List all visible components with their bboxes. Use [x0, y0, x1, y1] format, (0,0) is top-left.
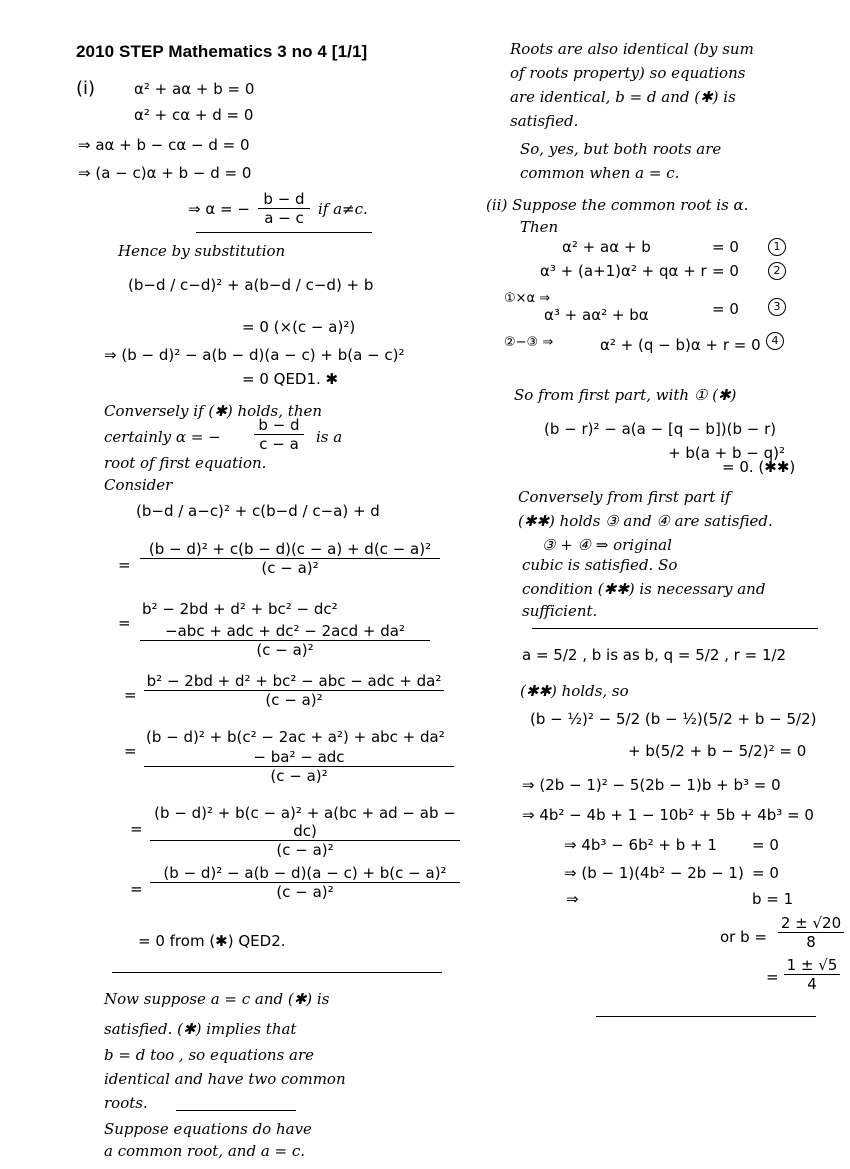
divider — [596, 1016, 816, 1017]
eq2: α² + cα + d = 0 — [134, 106, 254, 124]
step-1-times-alpha: ①×α ⇒ — [504, 291, 551, 306]
values-line: a = 5/2 , b is as b, q = 5/2 , r = 1/2 — [522, 646, 787, 664]
label-4: 4 — [766, 330, 784, 350]
right-line-4: satisfied. — [510, 112, 579, 130]
hence-line: Hence by substitution — [118, 242, 286, 260]
right-line-2: of roots property) so equations — [510, 64, 746, 82]
cubic-eq-1: α² + aα + b — [562, 238, 651, 256]
eq-sign-2: = — [118, 614, 131, 632]
cubic-eq-1-rhs: = 0 — [712, 238, 739, 256]
part-ii-line-2: Then — [520, 218, 559, 236]
step1: ⇒ aα + b − cα − d = 0 — [78, 136, 250, 154]
eq-sign-6: = — [130, 880, 143, 898]
eq1: α² + aα + b = 0 — [134, 80, 255, 98]
alpha-lhs: ⇒ α = − — [188, 200, 250, 218]
now-line-3: b = d too , so equations are — [104, 1046, 315, 1064]
substitution-expr: (b−d / c−d)² + a(b−d / c−d) + b — [128, 276, 374, 294]
conversely-r-line-6: sufficient. — [522, 602, 598, 620]
f4-num-2: − ba² − adc — [144, 748, 454, 767]
root1-den: 8 — [806, 933, 816, 951]
f6-num: (b − d)² − a(b − d)(a − c) + b(c − a)² — [150, 864, 460, 883]
conversely-line-3: root of first equation. — [104, 454, 267, 472]
factor-rhs: = 0 — [752, 864, 779, 882]
f4-num-1: (b − d)² + b(c² − 2ac + a²) + abc + da² — [146, 728, 445, 746]
cubic-eq-3: α³ + aα² + bα — [544, 306, 649, 324]
first-part-line-1: So from first part, with ① (✱) — [514, 386, 737, 404]
label-2: 2 — [768, 260, 786, 280]
fraction-6 — [150, 864, 460, 901]
divider — [112, 972, 442, 973]
root2-den: 4 — [807, 975, 817, 993]
eq-sign-3: = — [124, 686, 137, 704]
root1-num: 2 ± √20 — [778, 914, 844, 933]
alpha-den: a − c — [264, 209, 304, 227]
f2-den: (c − a)² — [256, 641, 314, 659]
root-fraction-1 — [778, 914, 844, 951]
eq-sign-5: = — [130, 820, 143, 838]
substitution-result: ⇒ (b − d)² − a(b − d)(a − c) + b(a − c)² — [104, 346, 405, 364]
fraction-1 — [140, 540, 440, 577]
holds-line: (✱✱) holds, so — [520, 682, 629, 700]
factor-line: ⇒ (b − 1)(4b² − 2b − 1) — [564, 864, 744, 882]
first-part-line-2: (b − r)² − a(a − [q − b])(b − r) — [544, 420, 777, 438]
f6-den: (c − a)² — [276, 883, 334, 901]
now-line-1: Now suppose a = c and (✱) is — [104, 990, 330, 1008]
expand-line-1: ⇒ (2b − 1)² − 5(2b − 1)b + b³ = 0 — [522, 776, 781, 794]
cubic-eq-3-rhs: = 0 — [712, 300, 739, 318]
cubic-eq-2-rhs: = 0 — [712, 262, 739, 280]
now-line-4: identical and have two common — [104, 1070, 346, 1088]
conversely-line-1: Conversely if (✱) holds, then — [104, 402, 323, 420]
conversely-line-2b: is a — [316, 428, 343, 446]
conversely-r-line-2: (✱✱) holds ③ and ④ are satisfied. — [518, 512, 773, 530]
sub-line-2: + b(5/2 + b − 5/2)² = 0 — [628, 742, 807, 760]
f1-den: (c − a)² — [261, 559, 319, 577]
label-3: 3 — [768, 296, 786, 316]
right-line-3: are identical, b = d and (✱) is — [510, 88, 736, 106]
alpha-fraction — [258, 190, 310, 227]
divider — [196, 232, 372, 233]
right-line-1: Roots are also identical (by sum — [510, 40, 754, 58]
root-or-label: or b = — [720, 928, 767, 946]
expand-line-2: ⇒ 4b² − 4b + 1 − 10b² + 5b + 4b³ = 0 — [522, 806, 814, 824]
root-b-1: b = 1 — [752, 890, 794, 908]
eq-sign-1: = — [118, 556, 131, 574]
part-ii-line-1: (ii) Suppose the common root is α. — [486, 196, 749, 214]
conversely-r-line-4: cubic is satisfied. So — [522, 556, 678, 574]
conversely-r-line-5: condition (✱✱) is necessary and — [522, 580, 766, 598]
f5-num: (b − d)² + b(c − a)² + a(bc + ad − ab − dc) — [150, 804, 460, 841]
consider-expr: (b−d / a−c)² + c(b−d / c−a) + d — [136, 502, 380, 520]
page-title: 2010 STEP Mathematics 3 no 4 [1/1] — [76, 42, 368, 61]
first-part-line-3: + b(a + b − q)² — [668, 444, 786, 462]
suppose-line-1: Suppose equations do have — [104, 1120, 312, 1138]
fraction-2 — [140, 622, 430, 659]
sub-line-1: (b − ½)² − 5/2 (b − ½)(5/2 + b − 5/2) — [530, 710, 817, 728]
cubic-eq-2: α³ + (a+1)α² + qα + r — [540, 262, 707, 280]
conv-num: b − d — [254, 416, 304, 435]
cubic-eq-4: α² + (q − b)α + r = 0 — [600, 336, 761, 354]
label-1: 1 — [768, 236, 786, 256]
fraction-3 — [144, 672, 444, 709]
qed1: = 0 QED1. ✱ — [242, 370, 339, 388]
conv-den: c − a — [259, 435, 299, 453]
conversely-line-2a: certainly α = − — [104, 428, 221, 446]
f2-num-2: −abc + adc + dc² − 2acd + da² — [140, 622, 430, 641]
conversely-r-line-1: Conversely from first part if — [518, 488, 731, 506]
divider — [176, 1110, 296, 1111]
now-line-2: satisfied. (✱) implies that — [104, 1020, 297, 1038]
fraction-5 — [150, 804, 460, 859]
substitution-zero: = 0 (×(c − a)²) — [242, 318, 356, 336]
conversely-r-line-3: ③ + ④ ⇒ original — [542, 536, 672, 554]
implies-arrow: ⇒ — [566, 890, 579, 908]
f1-num: (b − d)² + c(b − d)(c − a) + d(c − a)² — [140, 540, 440, 559]
alpha-condition: if a≠c. — [318, 200, 368, 218]
f4-den: (c − a)² — [270, 767, 328, 785]
divider — [532, 628, 818, 629]
f3-num: b² − 2bd + d² + bc² − abc − adc + da² — [144, 672, 444, 691]
fraction-4 — [144, 748, 454, 785]
eq-sign-4: = — [124, 742, 137, 760]
root2-num: 1 ± √5 — [784, 956, 840, 975]
qed2: = 0 from (✱) QED2. — [138, 932, 286, 950]
alpha-num: b − d — [258, 190, 310, 209]
conversely-fraction — [254, 416, 304, 453]
right-line-5: So, yes, but both roots are — [520, 140, 722, 158]
f5-den: (c − a)² — [276, 841, 334, 859]
step-2-minus-3: ②−③ ⇒ — [504, 335, 554, 350]
now-line-5: roots. — [104, 1094, 148, 1112]
suppose-line-2: a common root, and a = c. — [104, 1142, 306, 1160]
cubic-b-rhs: = 0 — [752, 836, 779, 854]
f2-num-1: b² − 2bd + d² + bc² − dc² — [142, 600, 338, 618]
root-eq-sign: = — [766, 968, 779, 986]
right-line-6: common when a = c. — [520, 164, 680, 182]
cubic-b-line: ⇒ 4b³ − 6b² + b + 1 — [564, 836, 717, 854]
f3-den: (c − a)² — [265, 691, 323, 709]
first-part-line-4: = 0. (✱✱) — [722, 458, 796, 476]
root-fraction-2 — [784, 956, 840, 993]
consider-label: Consider — [104, 476, 173, 494]
step2: ⇒ (a − c)α + b − d = 0 — [78, 164, 252, 182]
part-i-label: (i) — [76, 78, 96, 99]
